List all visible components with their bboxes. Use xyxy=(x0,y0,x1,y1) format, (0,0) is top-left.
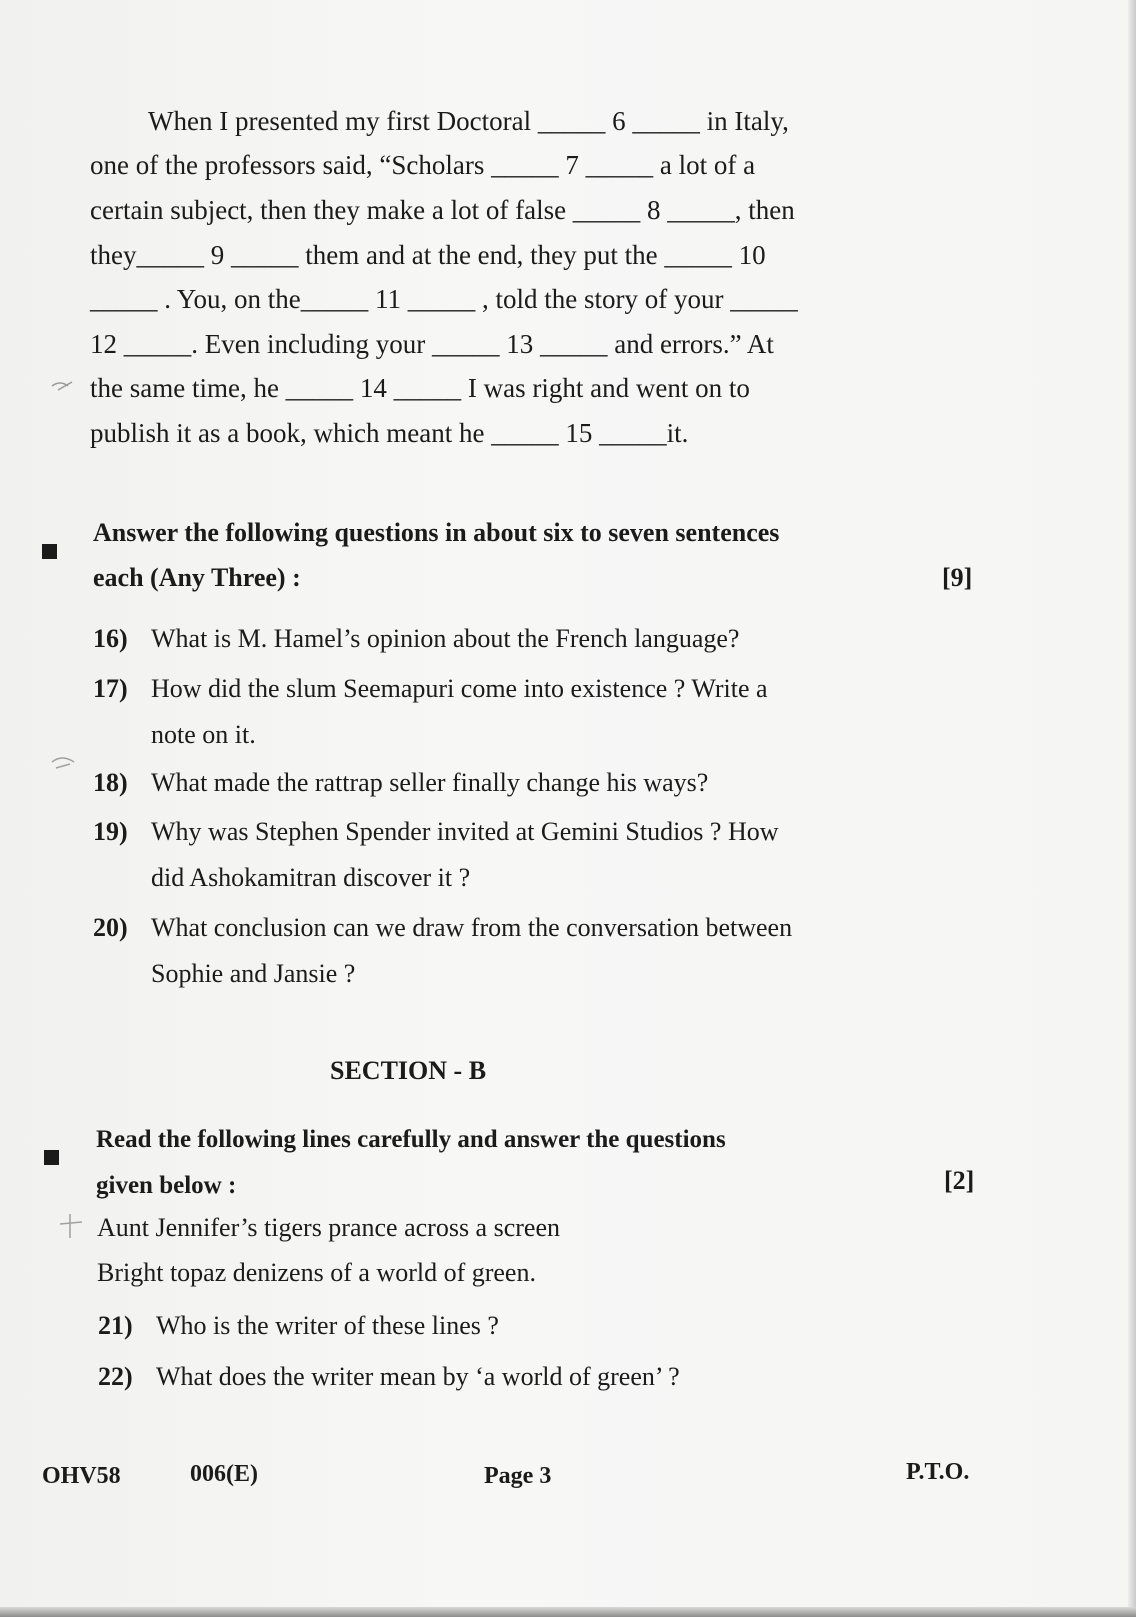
question-heading-line-1: Answer the following questions in about six to seven sentences xyxy=(93,518,780,547)
question-text: What conclusion can we draw from the conversation between xyxy=(151,913,793,942)
question-19 xyxy=(93,817,779,847)
poem-line-2: Bright topaz denizens of a world of green. xyxy=(97,1258,536,1287)
marks-badge: [9] xyxy=(942,563,973,592)
footer-code: OHV58 xyxy=(42,1463,121,1489)
marks-badge: [2] xyxy=(944,1166,975,1195)
pencil-mark-icon xyxy=(48,372,78,402)
question-number: 19) xyxy=(93,817,128,846)
question-number: 20) xyxy=(93,913,128,942)
page-edge-right xyxy=(1128,0,1136,1617)
bullet-icon xyxy=(42,544,57,559)
passage-line-5: _____ . You, on the_____ 11 _____ , told the story of your _____ xyxy=(90,284,798,314)
question-20-continued: Sophie and Jansie ? xyxy=(151,959,356,988)
question-text: Why was Stephen Spender invited at Gemini Studios ? How xyxy=(151,817,779,846)
question-number: 17) xyxy=(93,674,128,703)
passage-line-1: When I presented my first Doctoral _____ 6 _____ in Italy, xyxy=(148,106,789,136)
section-b-title: SECTION - B xyxy=(330,1056,487,1085)
question-number: 22) xyxy=(98,1362,133,1391)
page-edge-bottom xyxy=(0,1607,1136,1617)
question-17-continued: note on it. xyxy=(151,720,256,749)
footer-page-number: Page 3 xyxy=(484,1463,552,1489)
section-b-heading-line-1: Read the following lines carefully and answer the questions xyxy=(96,1126,726,1153)
section-b-heading-line-2: given below : xyxy=(96,1172,237,1199)
question-22 xyxy=(98,1362,680,1392)
bullet-icon xyxy=(44,1150,59,1165)
question-text: Who is the writer of these lines ? xyxy=(156,1311,499,1340)
question-21 xyxy=(98,1311,499,1341)
passage-line-6: 12 _____. Even including your _____ 13 _____ and errors.” At xyxy=(90,329,774,359)
passage-line-7: the same time, he _____ 14 _____ I was right and went on to xyxy=(90,373,750,403)
footer-paper: 006(E) xyxy=(190,1461,258,1487)
poem-line-1: Aunt Jennifer’s tigers prance across a screen xyxy=(97,1213,560,1242)
question-heading-line-2: each (Any Three) : xyxy=(93,563,301,592)
question-number: 18) xyxy=(93,768,128,797)
pencil-mark-icon xyxy=(48,750,82,780)
question-text: How did the slum Seemapuri come into existence ? Write a xyxy=(151,674,768,703)
question-number: 21) xyxy=(98,1311,133,1340)
question-20 xyxy=(93,913,792,943)
passage-line-2: one of the professors said, “Scholars _____ 7 _____ a lot of a xyxy=(90,150,756,180)
pencil-mark-icon xyxy=(56,1212,90,1242)
question-number: 16) xyxy=(93,624,128,653)
question-text: What is M. Hamel’s opinion about the French language? xyxy=(151,624,740,653)
question-text: What made the rattrap seller finally change his ways? xyxy=(151,768,709,797)
passage-line-4: they_____ 9 _____ them and at the end, they put the _____ 10 xyxy=(90,240,766,270)
question-17 xyxy=(93,674,768,704)
passage-line-3: certain subject, then they make a lot of false _____ 8 _____, then xyxy=(90,195,795,225)
passage-line-8: publish it as a book, which meant he _____ 15 _____it. xyxy=(90,418,689,448)
footer-pto: P.T.O. xyxy=(906,1459,970,1485)
question-19-continued: did Ashokamitran discover it ? xyxy=(151,863,471,892)
question-18 xyxy=(93,768,708,798)
question-16 xyxy=(93,624,739,654)
question-text: What does the writer mean by ‘a world of green’ ? xyxy=(156,1362,680,1391)
